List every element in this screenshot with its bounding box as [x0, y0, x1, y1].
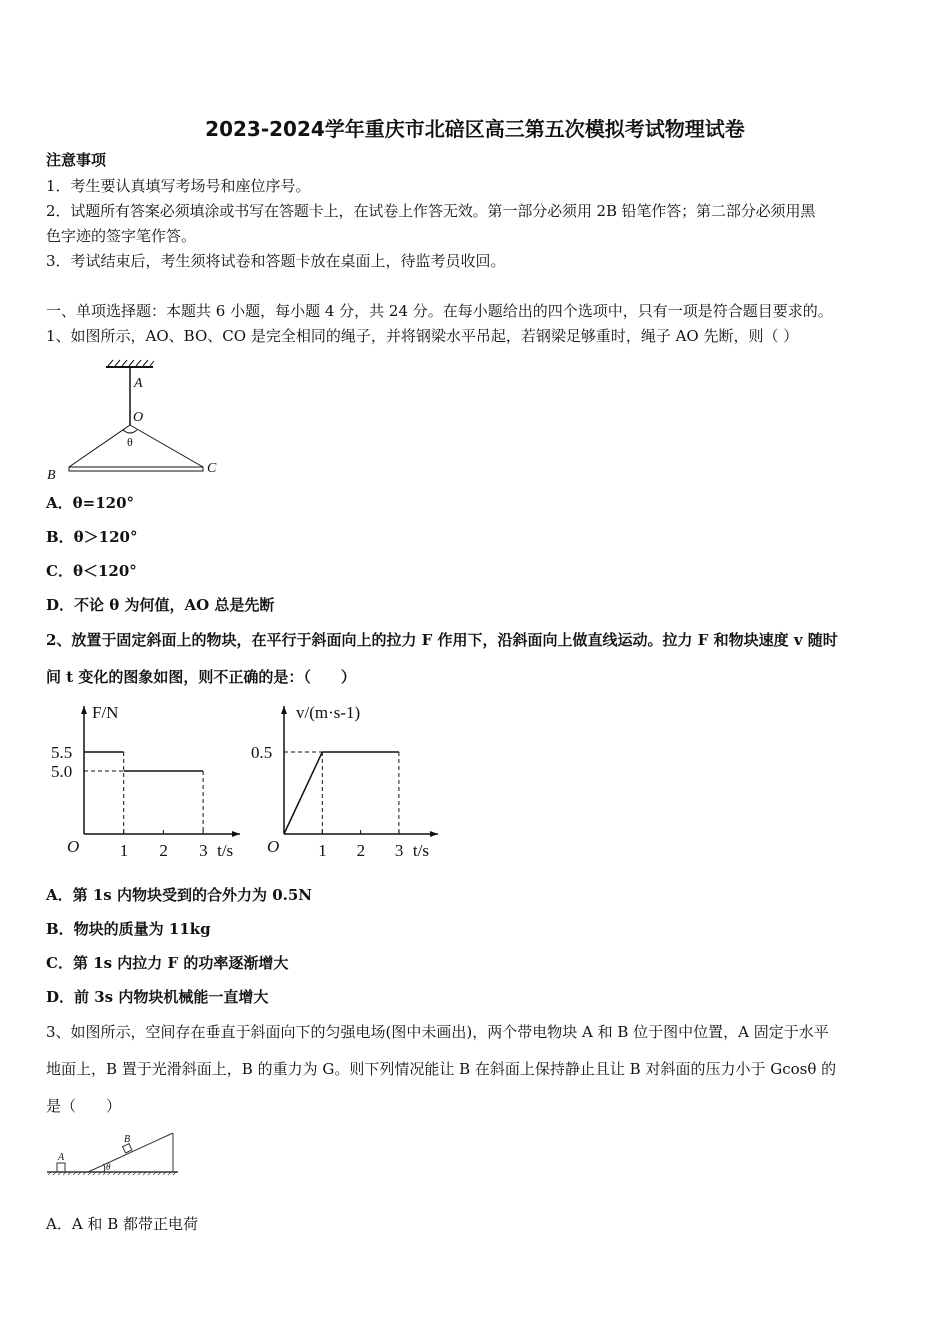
x-axis-label: t/s	[412, 841, 429, 860]
steel-beam	[69, 467, 203, 471]
label-c: C	[207, 461, 217, 476]
note-item: 2．试题所有答案必须填涂或书写在答题卡上，在试卷上作答无效。第一部分必须用 2B 铅笔作答；第二部分必须用黑	[46, 202, 816, 220]
force-time-chart	[51, 703, 240, 860]
label-o: O	[133, 410, 144, 425]
label-a: A	[58, 1152, 65, 1163]
x-tick-label: 1	[119, 841, 129, 860]
question-3-stem: 3、如图所示，空间存在垂直于斜面向下的匀强电场(图中未画出)，两个带电物块 A 和 B 位于图中位置，A 固定于水平	[46, 1023, 829, 1041]
figure-3-incline	[47, 1133, 178, 1175]
origin-label: O	[267, 837, 280, 856]
x-tick-label: 2	[356, 841, 366, 860]
q1-option-d: D．不论 θ 为何值，AO 总是先断	[46, 596, 275, 614]
ceiling-hatch	[108, 360, 154, 366]
origin-label: O	[67, 837, 80, 856]
q2-option-b: B．物块的质量为 11kg	[46, 920, 211, 938]
y-tick-label: 5.5	[51, 743, 73, 762]
rope-bo	[69, 425, 130, 467]
x-tick-label: 2	[159, 841, 168, 860]
y-axis-label: F/N	[92, 703, 119, 722]
question-1-stem: 1、如图所示，AO、BO、CO 是完全相同的绳子，并将钢梁水平吊起，若钢梁足够重时，绳子 AO 先断，则（ ）	[46, 327, 799, 345]
x-axis-arrow	[232, 831, 240, 837]
x-tick-label: 1	[318, 841, 327, 860]
label-theta: θ	[106, 1162, 111, 1172]
y-axis-arrow	[81, 706, 87, 714]
question-2-stem: 2、放置于固定斜面上的物块，在平行于斜面向上的拉力 F 作用下，沿斜面向上做直线运动。拉力 F 和物块速度 v 随时	[46, 631, 838, 649]
notes-heading: 注意事项	[46, 151, 107, 169]
q3-option-a: A．A 和 B 都带正电荷	[46, 1215, 198, 1233]
x-tick-label: 3	[199, 841, 208, 860]
y-axis-label: v/(m·s-1)	[296, 703, 361, 722]
q2-option-d: D．前 3s 内物块机械能一直增大	[46, 988, 269, 1006]
q2-option-c: C．第 1s 内拉力 F 的功率逐渐增大	[46, 954, 289, 972]
rope-co	[130, 425, 203, 467]
note-item: 1．考生要认真填写考场号和座位序号。	[46, 177, 311, 195]
question-3-stem: 地面上，B 置于光滑斜面上，B 的重力为 G。则下列情况能让 B 在斜面上保持静止且让 B 对斜面的压力小于 Gcosθ 的	[46, 1060, 837, 1078]
q1-option-c: C．θ＜120°	[46, 562, 137, 580]
y-tick-label: 0.5	[251, 743, 273, 762]
question-2-stem: 间 t 变化的图象如图，则不正确的是：（ ）	[46, 668, 356, 686]
angle-arc	[123, 430, 137, 433]
x-axis-arrow	[430, 831, 438, 837]
velocity-time-chart	[251, 703, 438, 860]
block-a	[57, 1163, 65, 1172]
q1-option-b: B．θ＞120°	[46, 528, 138, 546]
label-b: B	[124, 1134, 131, 1145]
note-item: 3．考试结束后，考生须将试卷和答题卡放在桌面上，待监考员收回。	[46, 252, 506, 270]
x-tick-label: 3	[394, 841, 404, 860]
label-a: A	[134, 376, 143, 391]
x-axis-label: t/s	[217, 841, 234, 860]
y-tick-label: 5.0	[51, 762, 73, 781]
question-3-stem: 是（ ）	[46, 1097, 122, 1115]
label-theta: θ	[127, 435, 133, 449]
q1-option-a: A．θ=120°	[46, 494, 135, 512]
note-item: 色字迹的签字笔作答。	[46, 227, 197, 245]
q2-option-a: A．第 1s 内物块受到的合外力为 0.5N	[46, 886, 312, 904]
data-segment	[284, 752, 322, 834]
label-b: B	[47, 468, 56, 483]
incline-surface	[88, 1133, 173, 1172]
block-b	[123, 1144, 132, 1153]
y-axis-arrow	[281, 706, 287, 714]
section-heading: 一、单项选择题：本题共 6 小题，每小题 4 分，共 24 分。在每小题给出的四个选项中，只有一项是符合题目要求的。	[46, 302, 833, 320]
page-title: 2023-2024学年重庆市北碚区高三第五次模拟考试物理试卷	[205, 117, 745, 141]
